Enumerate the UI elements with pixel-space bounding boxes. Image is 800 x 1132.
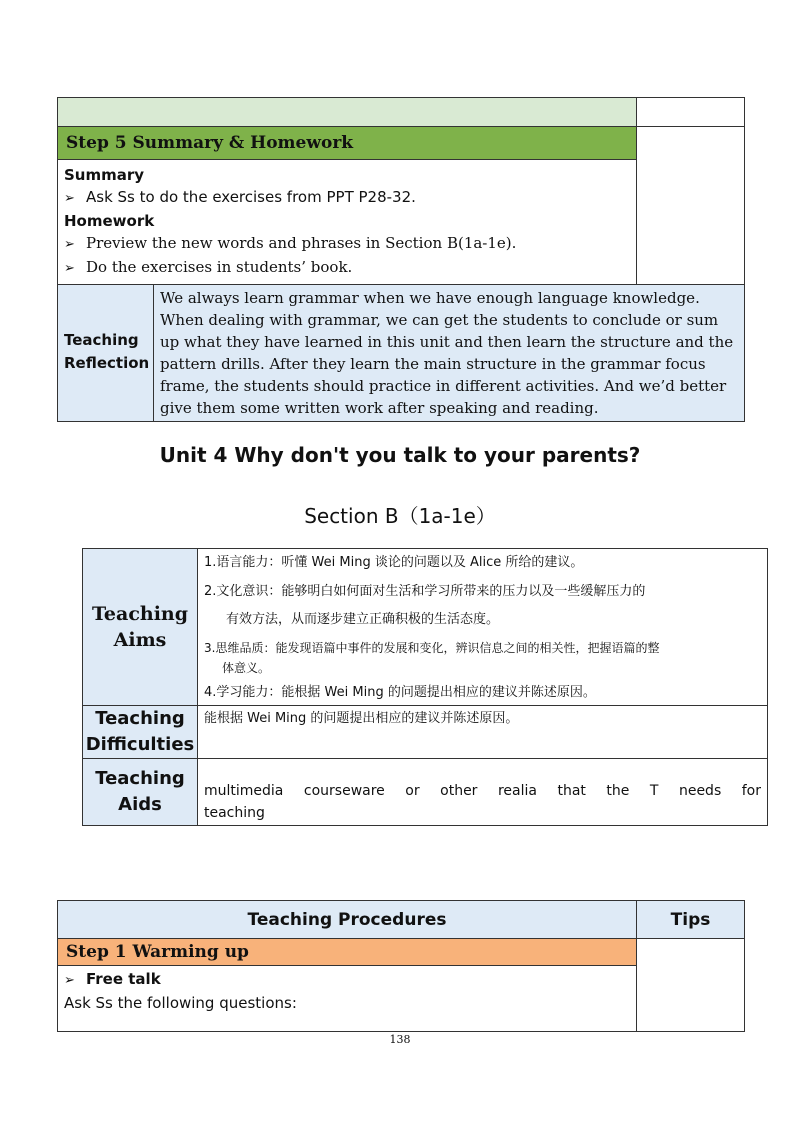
aim-item: 体意义。 <box>222 661 271 675</box>
section-title: Section B（1a-1e） <box>304 504 496 528</box>
page-number: 138 <box>389 1033 411 1046</box>
aim-item: 有效方法，从而逐步建立正确积极的生活态度。 <box>226 612 500 627</box>
difficulties-label: Teaching Difficulties <box>83 706 198 759</box>
ask-text: Ask Ss the following questions: <box>64 994 297 1012</box>
step5-content <box>58 160 637 285</box>
free-talk: ➢ Free talk <box>64 968 630 992</box>
step5-table <box>57 97 745 422</box>
aim-item: 3.思维品质：能发现语篇中事件的发展和变化，辨识信息之间的相关性，把握语篇的整 <box>204 641 660 655</box>
unit-title: Unit 4 Why don't you talk to your parents? <box>159 443 641 467</box>
aims-content <box>198 549 768 706</box>
homework-item: ➢ Preview the new words and phrases in Section B(1a-1e). <box>64 232 630 256</box>
arrow-bullet-icon: ➢ <box>64 237 75 252</box>
summary-label: Summary <box>64 166 145 184</box>
teaching-aims-table <box>82 548 768 826</box>
aids-label: Teaching Aids <box>83 759 198 826</box>
arrow-bullet-icon: ➢ <box>64 973 75 988</box>
procedures-table <box>57 900 745 1032</box>
tips-cell-top <box>637 98 745 127</box>
tips-cell <box>637 939 745 1032</box>
homework-item: ➢ Do the exercises in students’ book. <box>64 256 630 280</box>
homework-label: Homework <box>64 212 155 230</box>
arrow-bullet-icon: ➢ <box>64 191 75 206</box>
aim-item: 2.文化意识：能够明白如何面对生活和学习所带来的压力以及一些缓解压力的 <box>204 584 646 599</box>
step1-title: Step 1 Warming up <box>58 939 637 966</box>
step5-title: Step 5 Summary & Homework <box>58 127 637 160</box>
difficulties-text: 能根据 Wei Ming 的问题提出相应的建议并陈述原因。 <box>198 706 768 759</box>
aim-item: 1.语言能力：听懂 Wei Ming 谈论的问题以及 Alice 所给的建议。 <box>204 555 584 570</box>
procedures-header: Teaching Procedures <box>58 901 637 939</box>
arrow-bullet-icon: ➢ <box>64 261 75 276</box>
tips-cell <box>637 127 745 285</box>
aids-text: multimedia courseware or other realia that the T needs for teaching <box>198 759 768 826</box>
reflection-text: We always learn grammar when we have enough language knowledge. When dealing with grammar, we can get the students to conclude or sum up what they have learned in this unit and then learn the structure and the pattern drills. After they learn the main structure in the grammar focus frame, the students should practice in different activities. And we’d better give them some written work after speaking and reading. <box>154 285 745 422</box>
aim-item: 4.学习能力：能根据 Wei Ming 的问题提出相应的建议并陈述原因。 <box>204 685 596 700</box>
summary-item: ➢ Ask Ss to do the exercises from PPT P28-32. <box>64 186 630 210</box>
reflection-label: Teaching Reflection <box>58 285 154 422</box>
empty-green-row <box>58 98 637 127</box>
step1-content <box>58 966 637 1032</box>
tips-header: Tips <box>637 901 745 939</box>
aims-label: Teaching Aims <box>83 549 198 706</box>
